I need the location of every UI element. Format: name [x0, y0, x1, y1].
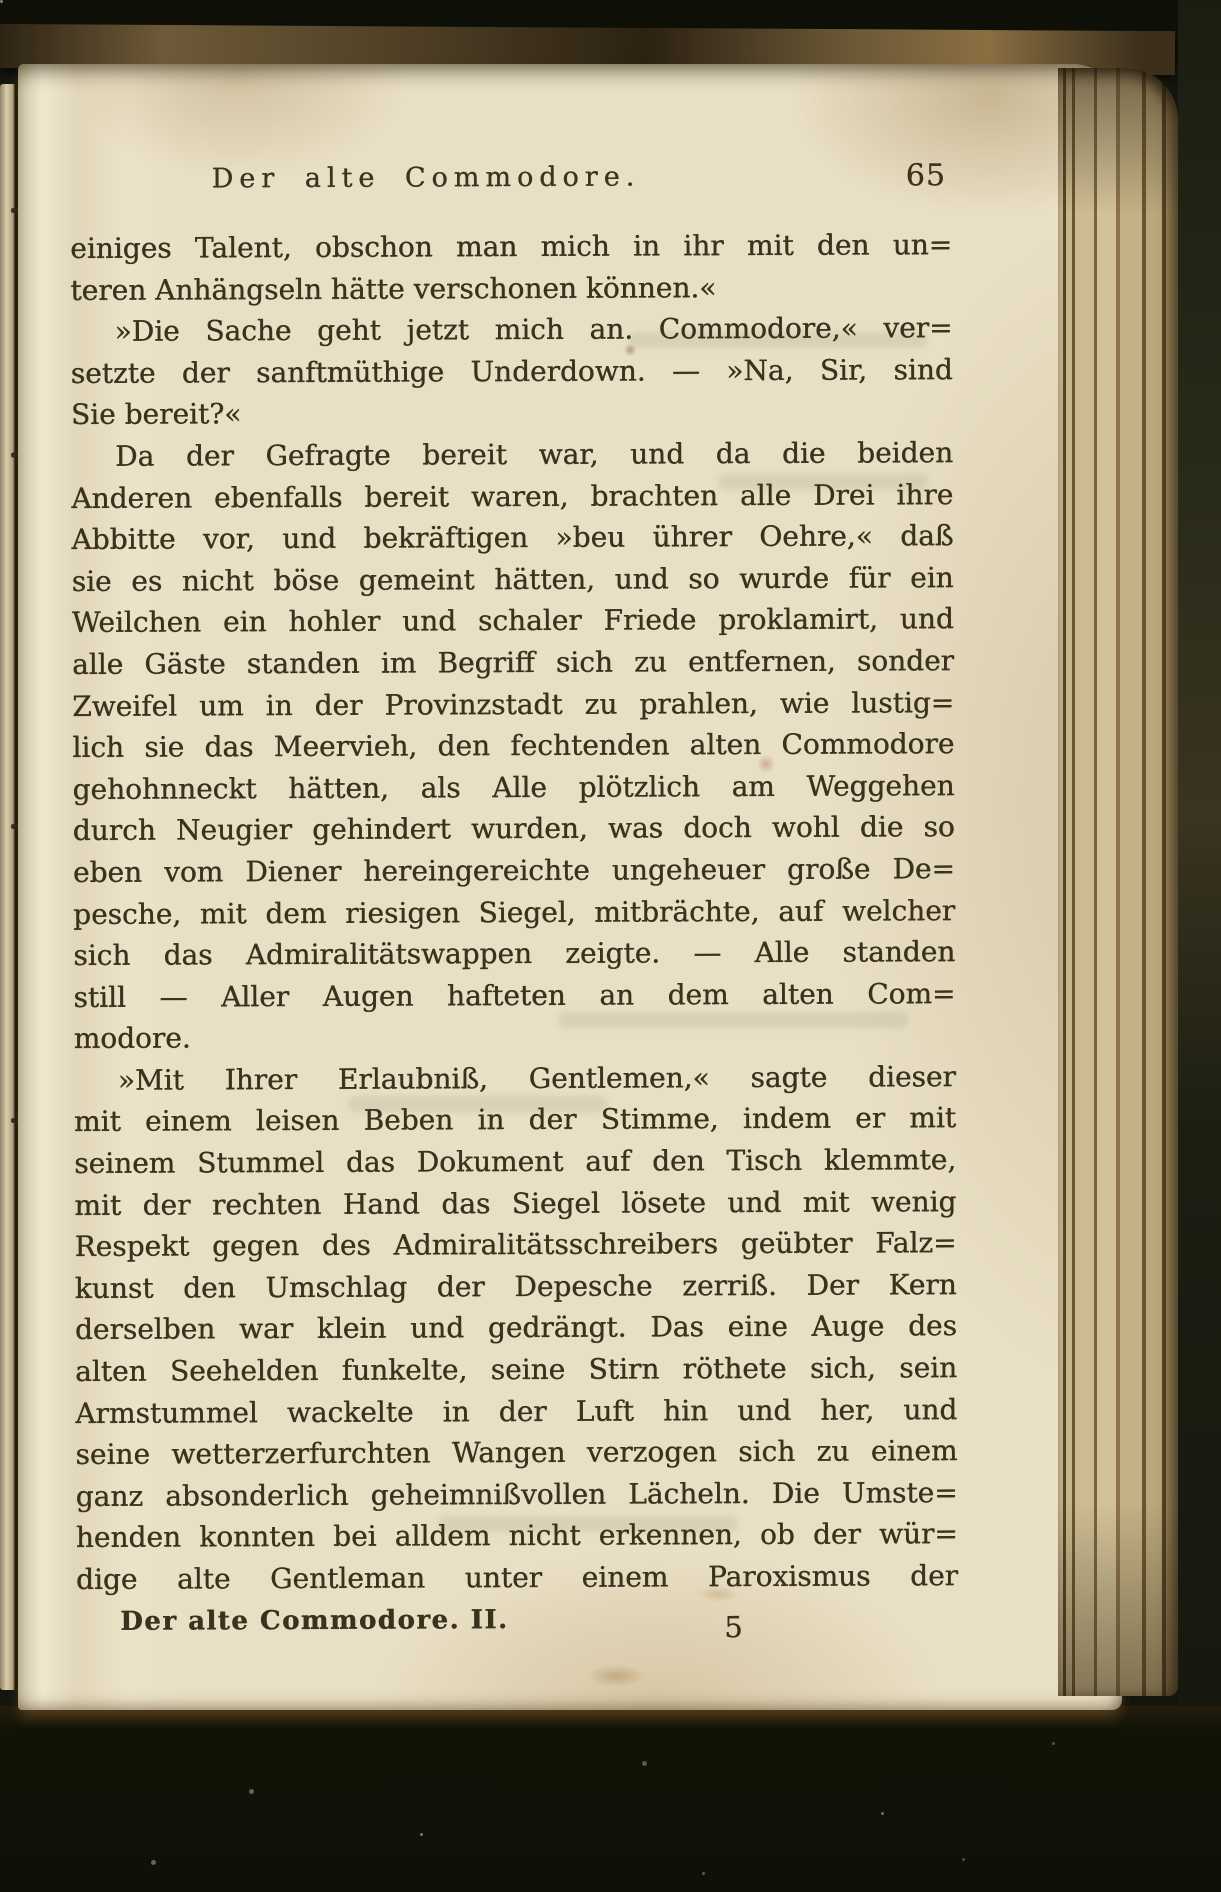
- text-line: »Die Sache geht jetzt mich an. Commodore,« ver=: [114, 311, 953, 348]
- text-line: seinem Stummel das Dokument auf den Tisch klemmte,: [74, 1143, 957, 1180]
- fore-edge-page-stack: [1058, 68, 1178, 1696]
- text-line: Weilchen ein hohler und schaler Friede proklamirt, und: [71, 602, 954, 640]
- gutter-page-edge: [0, 84, 15, 1690]
- signature-title: Der alte Commodore. II.: [120, 1604, 509, 1637]
- book-cover-bottom: [0, 1706, 1221, 1892]
- text-line: alle Gäste standen im Begriff sich zu entfernen, sonder: [71, 644, 955, 681]
- text-line: einiges Talent, obschon man mich in ihr mit den un=: [70, 228, 953, 265]
- text-line: Armstummel wackelte in der Luft hin und her, und: [75, 1392, 958, 1430]
- text-line: Abbitte vor, und bekräftigen »beu ührer Oehre,« daß: [71, 519, 954, 557]
- text-line: derselben war klein und gedrängt. Das eine Auge des: [74, 1309, 957, 1347]
- page-body-text: [70, 224, 958, 1600]
- text-line: »Mit Ihrer Erlaubniß, Gentlemen,« sagte dieser: [117, 1059, 956, 1097]
- text-line: Respekt gegen des Admiralitätsschreibers geübter Falz=: [74, 1226, 957, 1264]
- page-footer: [76, 1603, 958, 1653]
- text-line: henden konnten bei alldem nicht erkennen, ob der wür=: [75, 1517, 958, 1555]
- text-line: pesche, mit dem riesigen Siegel, mitbrächte, auf welcher: [73, 893, 956, 931]
- page-number: 65: [905, 158, 946, 194]
- text-line: sich das Admiralitätswappen zeigte. — Alle standen: [73, 935, 956, 973]
- running-header: [70, 160, 952, 204]
- dust-specks: [0, 0, 3, 3]
- printed-text-block: [69, 62, 958, 1712]
- text-line: setzte der sanftmüthige Underdown. — »Na, Sir, sind: [70, 352, 953, 390]
- text-line: modore.: [73, 1021, 191, 1056]
- text-line: sie es nicht böse gemeint hätten, und so wurde für ein: [71, 560, 954, 598]
- text-line: ganz absonderlich geheimnißvollen Lächeln. Die Umste=: [75, 1475, 958, 1513]
- sheet-number: 5: [724, 1609, 743, 1644]
- text-line: durch Neugier gehindert wurden, was doch wohl die so: [72, 810, 955, 848]
- text-line: Anderen ebenfalls bereit waren, brachten alle Drei ihre: [71, 477, 954, 515]
- text-line: still — Aller Augen hafteten an dem alten Com=: [73, 976, 956, 1014]
- text-line: teren Anhängseln hätte verschonen können.«: [70, 270, 717, 307]
- text-line: mit der rechten Hand das Siegel lösete und mit wenig: [74, 1184, 957, 1222]
- text-line: alten Seehelden funkelte, seine Stirn röthete sich, sein: [75, 1351, 958, 1388]
- text-line: Da der Gefragte bereit war, und da die beiden: [115, 436, 954, 473]
- text-line: kunst den Umschlag der Depesche zerriß. Der Kern: [74, 1267, 957, 1305]
- book-page: [18, 64, 1122, 1710]
- book-cover-right: [1178, 0, 1221, 1892]
- text-line: Zweifel um in der Provinzstadt zu prahlen, wie lustig=: [72, 685, 955, 723]
- text-line: seine wetterzerfurchten Wangen verzogen sich zu einem: [75, 1434, 958, 1472]
- text-line: gehohnneckt hätten, als Alle plötzlich am Weggehen: [72, 768, 955, 806]
- running-header-title: Der alte Commodore.: [211, 161, 641, 195]
- text-line: eben vom Diener hereingereichte ungeheuer große De=: [72, 851, 955, 889]
- text-line: dige alte Gentleman unter einem Paroxismus der: [75, 1559, 959, 1596]
- text-line: lich sie das Meervieh, den fechtenden alten Commodore: [72, 727, 955, 765]
- text-line: Sie bereit?«: [70, 397, 242, 432]
- text-line: mit einem leisen Beben in der Stimme, indem er mit: [73, 1101, 957, 1139]
